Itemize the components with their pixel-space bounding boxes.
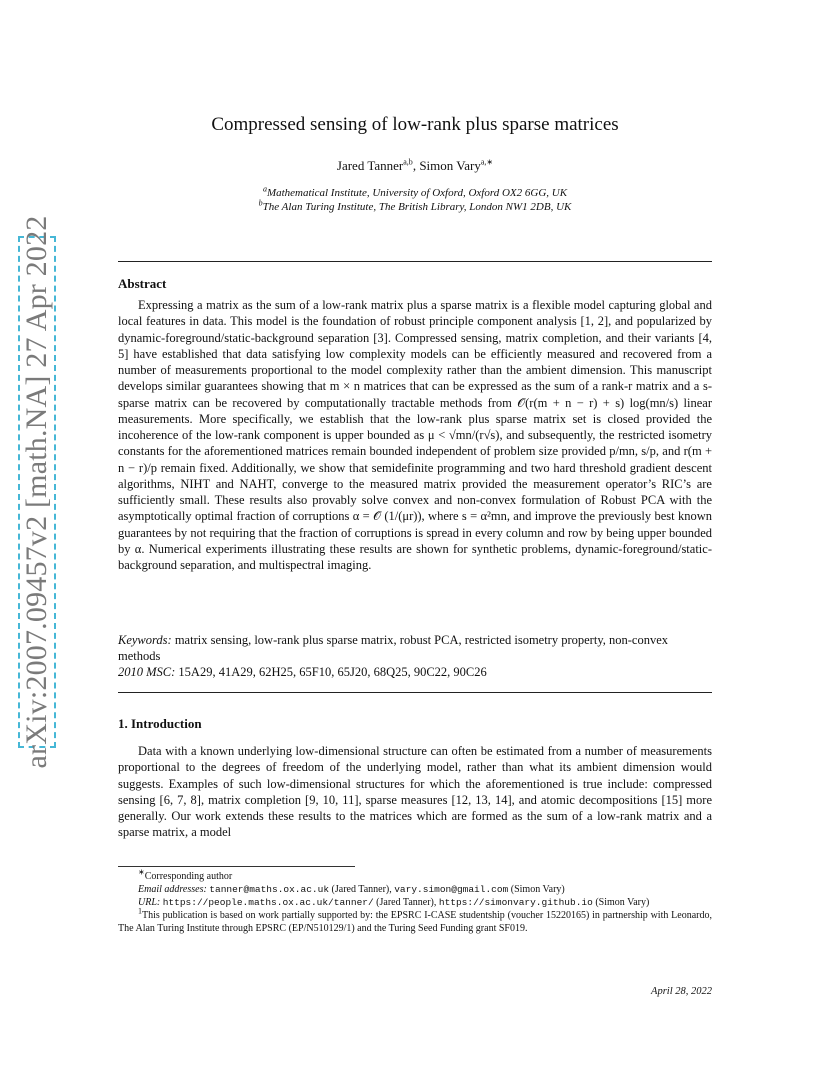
- email-link[interactable]: vary.simon@gmail.com: [394, 884, 509, 895]
- footnote-funding: $^1$This publication is based on work partially supported by: the EPSRC I-CASE studentship (voucher 15220165) in partnership with Leonardo, The Alan Turing Institute through EPSRC (EP/N510129/1) and the Turing Seed Funding grant SF019.: [118, 906, 712, 934]
- affiliation: $^a$Mathematical Institute, University of Oxford, Oxford OX2 6GG, UK: [262, 184, 568, 199]
- affiliations: [118, 186, 712, 214]
- author-list: Jared Tanner$^{a,b}$, Simon Vary$^{a,∗}$: [336, 157, 494, 173]
- abstract-text: Expressing a matrix as the sum of a low-rank matrix plus a sparse matrix is a flexible model capturing global and local features in data. This model is the foundation of robust principle component analysis [1, 2], and popularized by dynamic-foreground/static-background separation [3]. Compressed sensing, matrix completion, and their variants [4, 5] have established that data satisfying low complexity models can be efficiently measured and recovered from a number of measurements proportional to the model complexity rather than the ambient dimension. This manuscript develops similar guarantees showing that m × n matrices that can be expressed as the sum of a rank-r matrix and a s-sparse matrix can be recovered by computationally tractable methods from 𝒪(r(m + n − r) + s) log(mn/s) linear measurements. More specifically, we establish that the low-rank plus sparse matrix set is closed provided the incoherence of the low-rank component is upper bounded as μ < √mn/(r√s), and subsequently, the restricted isometry constants for the aforementioned matrices remain bounded independent of problem size provided p/mn, s/p, and r(m + n − r)/p remain fixed. Additionally, we show that semidefinite programming and two hard threshold gradient descent algorithms, NIHT and NAHT, converge to the measured matrix provided the measurement operator’s RIC’s are sufficiently small. These results also provably solve convex and non-convex formulation of Robust PCA with the asymptotically optimal fraction of corruptions α = 𝒪 (1/(μr)), where s = α²mn, and improve the previously best known guarantees by not requiring that the fraction of corruptions is spread in every column and row by being upper bounded by α. Numerical experiments illustrating these results are shown for synthetic problems, dynamic-foreground/static-background separation, and multispectral imaging.: [118, 298, 712, 572]
- section-heading: 1. Introduction: [118, 716, 202, 731]
- footnote-urls: URL: https://people.maths.ox.ac.uk/tanner/ (Jared Tanner), https://simonvary.github.io (Simon Vary): [138, 897, 650, 908]
- intro-paragraph: Data with a known underlying low-dimensional structure can often be estimated from a number of measurements proportional to the degrees of freedom of the underlying model, rather than what its ambient dimension would suggests. Examples of such low-dimensional structures for which the aforementioned is true include: compressed sensing [6, 7, 8], matrix completion [9, 10, 11], sparse measures [12, 13, 14], and atomic decompositions [15] more generally. Our work extends these results to the matrices which are formed as the sum of a low-rank matrix and a sparse matrix, a model: [118, 744, 712, 840]
- paper-title: Compressed sensing of low-rank plus sparse matrices: [211, 114, 619, 135]
- preprint-date: April 28, 2022: [651, 986, 712, 997]
- footnote-emails: Email addresses: tanner@maths.ox.ac.uk (Jared Tanner), vary.simon@gmail.com (Simon Vary): [138, 884, 565, 895]
- author-affil-mark: a,∗: [480, 157, 494, 167]
- keywords: [118, 632, 712, 664]
- divider: [118, 692, 712, 693]
- msc-text: 15A29, 41A29, 62H25, 65F10, 65J20, 68Q25, 90C22, 90C26: [178, 665, 487, 679]
- arxiv-stamp[interactable]: arXiv:2007.09457v2 [math.NA] 27 Apr 2022: [20, 215, 53, 769]
- author-name: Simon Vary: [419, 158, 481, 173]
- author-affil-mark: a,b: [403, 157, 413, 167]
- affiliation: $^b$The Alan Turing Institute, The British Library, London NW1 2DB, UK: [258, 198, 572, 213]
- url-link[interactable]: https://simonvary.github.io: [438, 897, 593, 908]
- keywords-text: matrix sensing, low-rank plus sparse matrix, robust PCA, restricted isometry property, non-convex methods: [118, 633, 669, 663]
- divider: [118, 261, 712, 262]
- footnotes: [118, 867, 712, 935]
- email-link[interactable]: tanner@maths.ox.ac.uk: [209, 884, 330, 895]
- author-name: Jared Tanner: [336, 158, 404, 173]
- keywords-label: Keywords:: [118, 633, 172, 647]
- footnote-corresponding: ∗Corresponding author: [138, 867, 233, 882]
- url-link[interactable]: https://people.maths.ox.ac.uk/tanner/: [162, 897, 374, 908]
- footnote-divider: [118, 866, 355, 867]
- abstract-heading: Abstract: [118, 276, 167, 291]
- msc-codes: [118, 664, 712, 680]
- msc-label: 2010 MSC:: [118, 665, 176, 679]
